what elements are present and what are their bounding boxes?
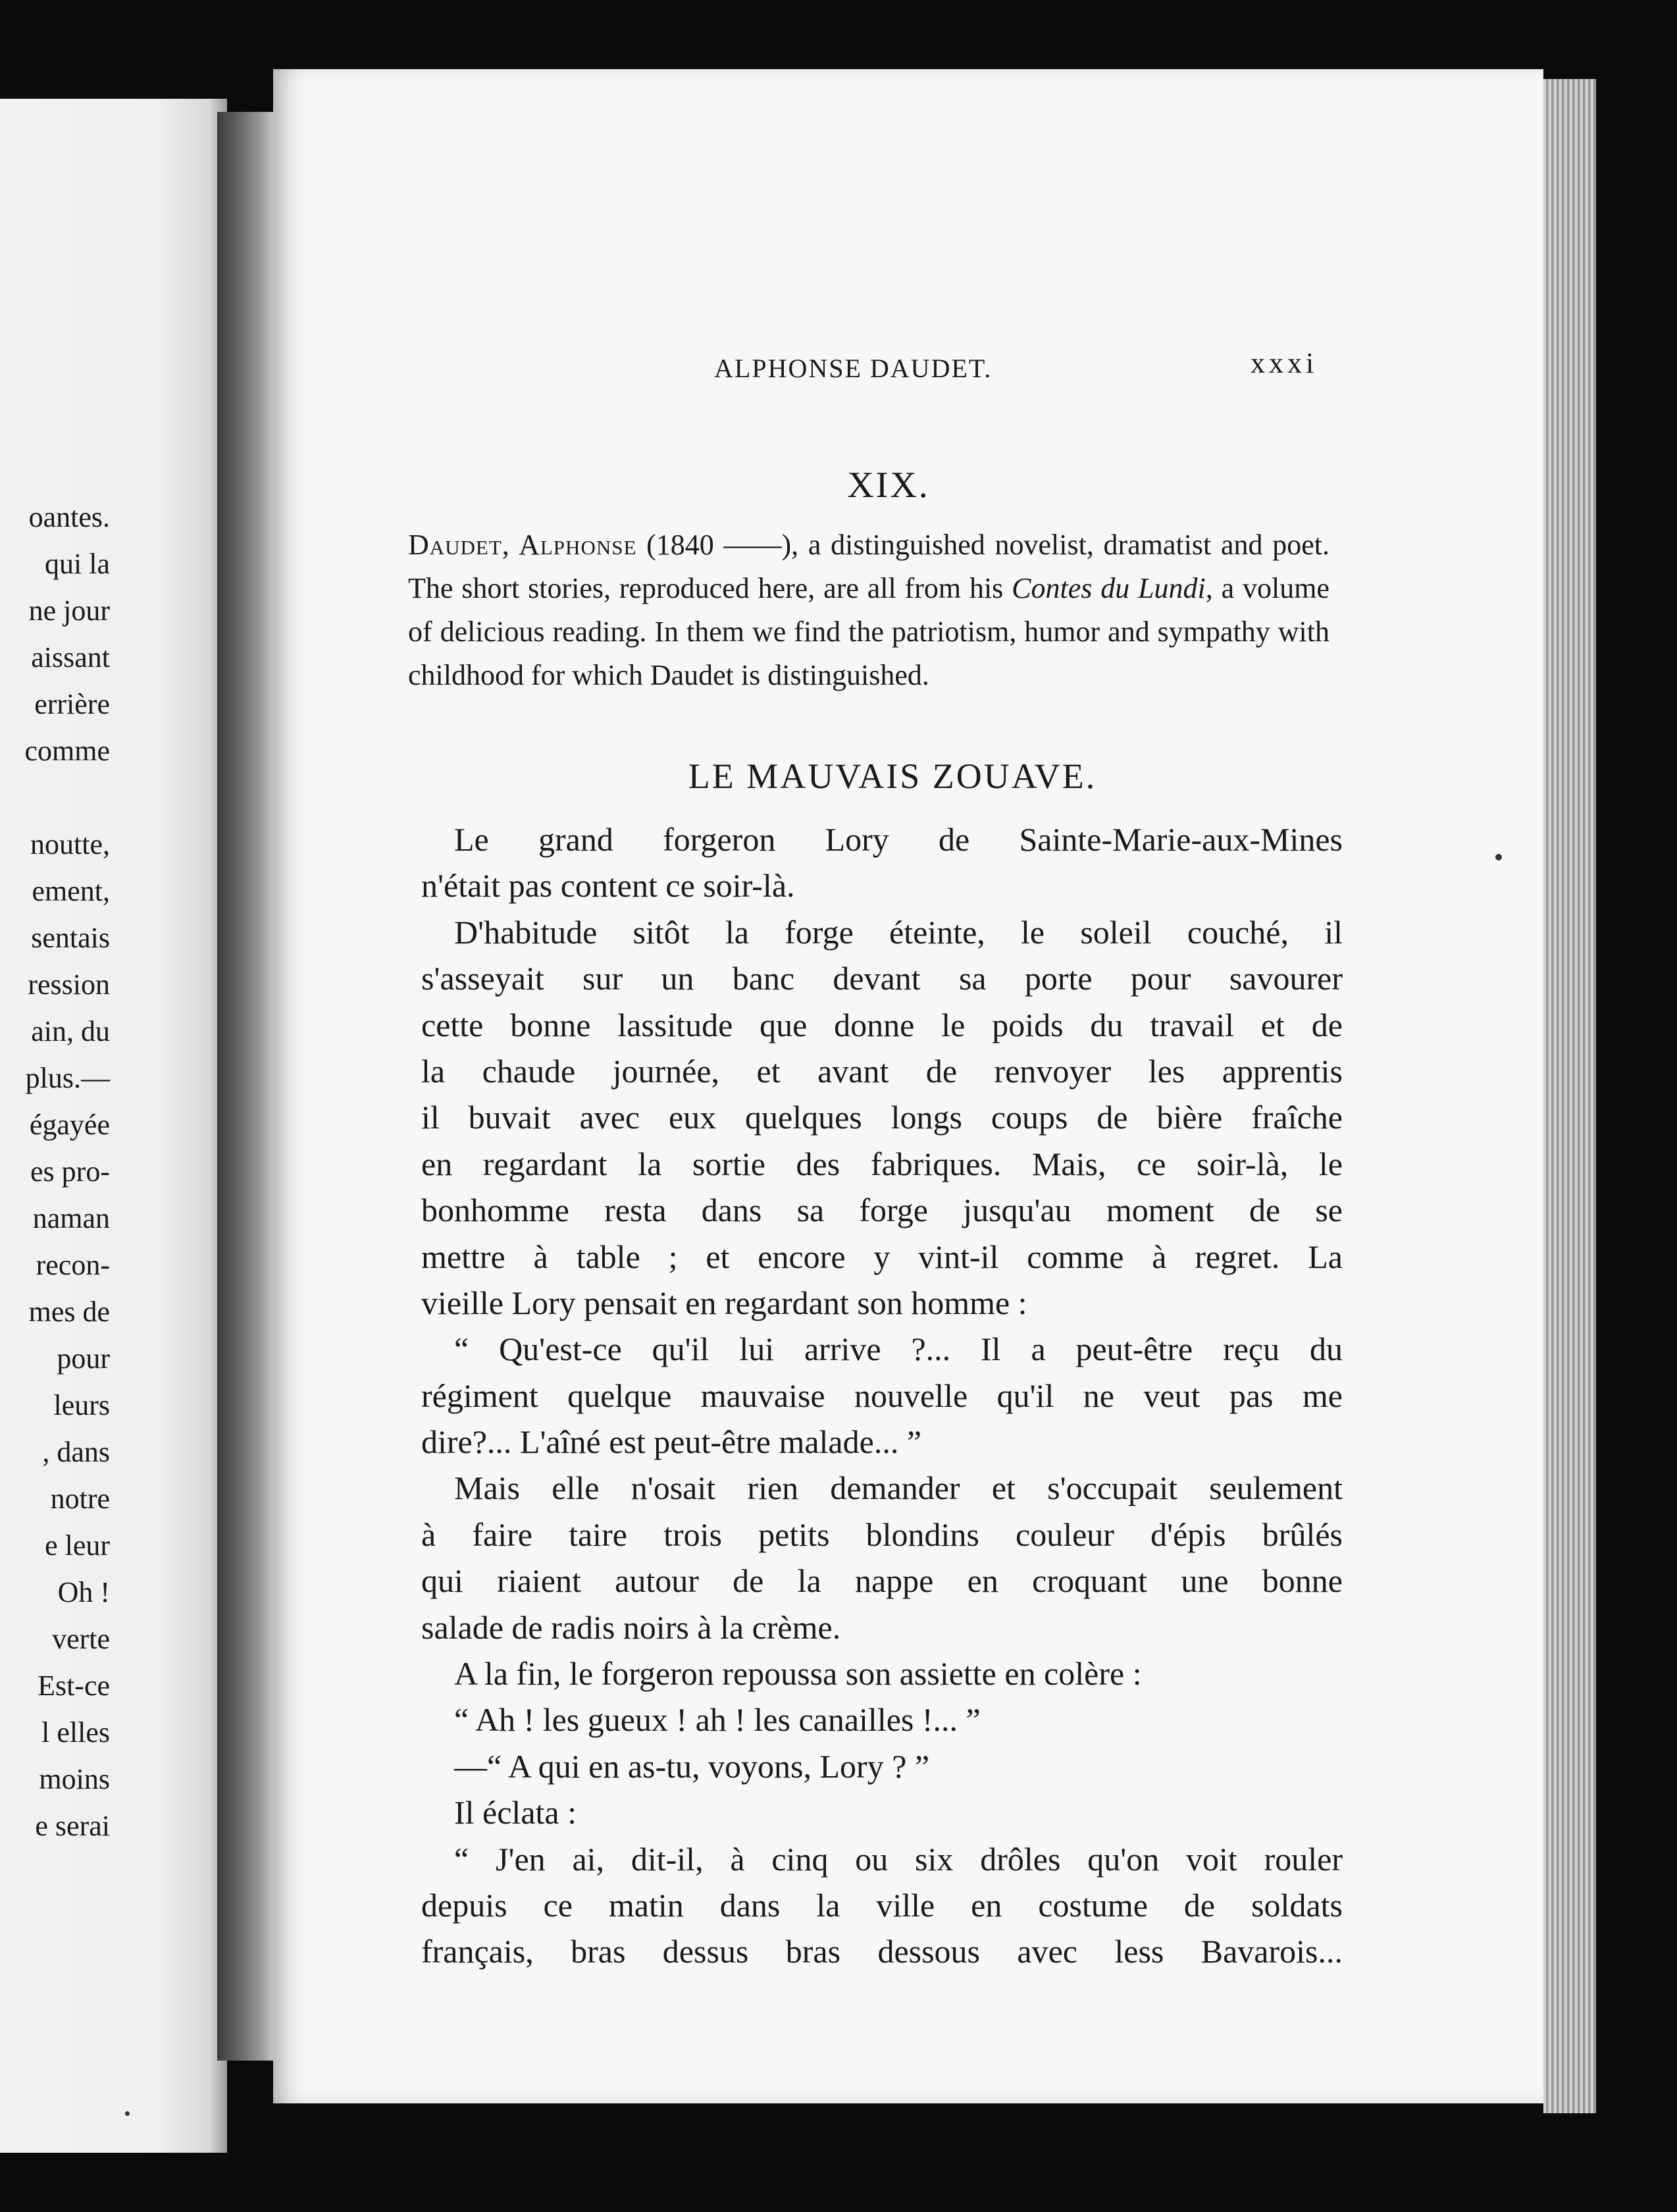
left-page-line: errière xyxy=(34,688,110,720)
story-line: A la fin, le forgeron repoussa son assiette en colère : xyxy=(454,1655,1142,1693)
story-line: bonhomme resta dans sa forge jusqu'au moment de se xyxy=(421,1192,1343,1229)
story-title: LE MAUVAIS ZOUAVE. xyxy=(688,756,1097,796)
left-page-line: oantes. xyxy=(28,501,110,533)
left-page-line: égayée xyxy=(29,1109,110,1141)
story-line: “ J'en ai, dit-il, à cinq ou six drôles qu'on voit rouler xyxy=(454,1840,1343,1878)
story-line: vieille Lory pensait en regardant son homme : xyxy=(421,1284,1027,1321)
left-page-line: aissant xyxy=(31,641,110,673)
left-page-line: pour xyxy=(57,1342,110,1375)
section-number: XIX. xyxy=(847,465,930,506)
story-line: depuis ce matin dans la ville en costume de soldats xyxy=(421,1886,1343,1924)
bio-text-after: a volume of delicious reading. In them we find the patriotism, humor and sympathy with childhood for which Daudet is distinguished. xyxy=(408,572,1330,691)
left-page-line: ain, du xyxy=(31,1015,110,1047)
story-line: D'habitude sitôt la forge éteinte, le soleil couché, il xyxy=(454,913,1343,951)
left-page-line: Est-ce xyxy=(38,1670,110,1702)
author-name: Daudet, Alphonse xyxy=(408,529,637,561)
speck xyxy=(125,2111,130,2116)
author-bio xyxy=(408,523,1329,697)
left-page-line: mes de xyxy=(28,1296,110,1328)
left-page-line: leurs xyxy=(53,1389,110,1421)
story-line: à faire taire trois petits blondins couleur d'épis brûlés xyxy=(421,1515,1343,1553)
running-head: ALPHONSE DAUDET. xyxy=(714,354,993,383)
story-line: Le grand forgeron Lory de Sainte-Marie-aux-Mines xyxy=(454,821,1343,858)
left-page-line: verte xyxy=(52,1623,110,1655)
left-page-line: moins xyxy=(39,1763,110,1795)
left-page-line: qui la xyxy=(45,548,110,580)
page-edges xyxy=(1543,79,1596,2113)
story-line: en regardant la sortie des fabriques. Mais, ce soir-là, le xyxy=(421,1145,1343,1182)
story-line: il buvait avec eux quelques longs coups de bière fraîche xyxy=(421,1099,1343,1136)
left-page-line: Oh ! xyxy=(57,1576,110,1608)
story-line: —“ A qui en as-tu, voyons, Lory ? ” xyxy=(454,1747,930,1785)
page-number: xxxi xyxy=(1251,347,1318,379)
story-body xyxy=(421,816,1343,1975)
story-line: français, bras dessus bras dessous avec less Bavarois... xyxy=(421,1933,1343,1970)
left-page-line: naman xyxy=(32,1202,110,1234)
left-page-line: sentais xyxy=(31,922,110,954)
story-line: “ Ah ! les gueux ! ah ! les canailles !... ” xyxy=(454,1701,981,1739)
left-page-line: recon- xyxy=(36,1249,110,1281)
story-line: dire?... L'aîné est peut-être malade... ” xyxy=(421,1423,922,1461)
story-line: Mais elle n'osait rien demander et s'occupait seulement xyxy=(454,1469,1343,1507)
left-page-line: e leur xyxy=(45,1529,110,1562)
story-line: mettre à table ; et encore y vint-il comme à regret. La xyxy=(421,1238,1343,1275)
left-page-line: comme xyxy=(24,735,110,767)
book-gutter xyxy=(217,112,276,2061)
left-page-line: noutte, xyxy=(30,828,110,860)
left-page-line: ression xyxy=(28,968,110,1001)
story-line: s'asseyait sur un banc devant sa porte pour savourer xyxy=(421,960,1343,997)
story-line: n'était pas content ce soir-là. xyxy=(421,867,795,905)
left-facing-page xyxy=(0,99,227,2153)
left-page-line: ement, xyxy=(32,875,110,907)
story-line: qui riaient autour de la nappe en croquant une bonne xyxy=(421,1562,1343,1600)
left-page-line: plus.— xyxy=(25,1062,110,1094)
left-page-text xyxy=(0,494,110,1849)
story-line: la chaude journée, et avant de renvoyer les apprentis xyxy=(421,1052,1343,1090)
story-line: salade de radis noirs à la crème. xyxy=(421,1608,841,1646)
story-line: cette bonne lassitude que donne le poids du travail et de xyxy=(421,1006,1343,1043)
story-line: régiment quelque mauvaise nouvelle qu'il ne veut pas me xyxy=(421,1377,1343,1414)
left-page-line: notre xyxy=(50,1483,110,1515)
story-line: Il éclata : xyxy=(454,1794,577,1831)
left-page-line: , dans xyxy=(42,1436,110,1468)
left-page-line: l elles xyxy=(41,1716,110,1749)
bio-text-before: a distinguished novelist, dramatist and poet. The short stories, reproduced here, are all from his xyxy=(408,529,1329,604)
left-page-line: e serai xyxy=(35,1810,110,1842)
left-page-line: es pro- xyxy=(30,1155,110,1188)
speck xyxy=(1495,854,1502,860)
story-line: “ Qu'est-ce qu'il lui arrive ?... Il a peut-être reçu du xyxy=(454,1330,1343,1368)
left-page-line: ne jour xyxy=(28,594,110,627)
author-dates: (1840 ——), xyxy=(646,529,799,561)
work-title: Contes du Lundi, xyxy=(1012,572,1213,604)
